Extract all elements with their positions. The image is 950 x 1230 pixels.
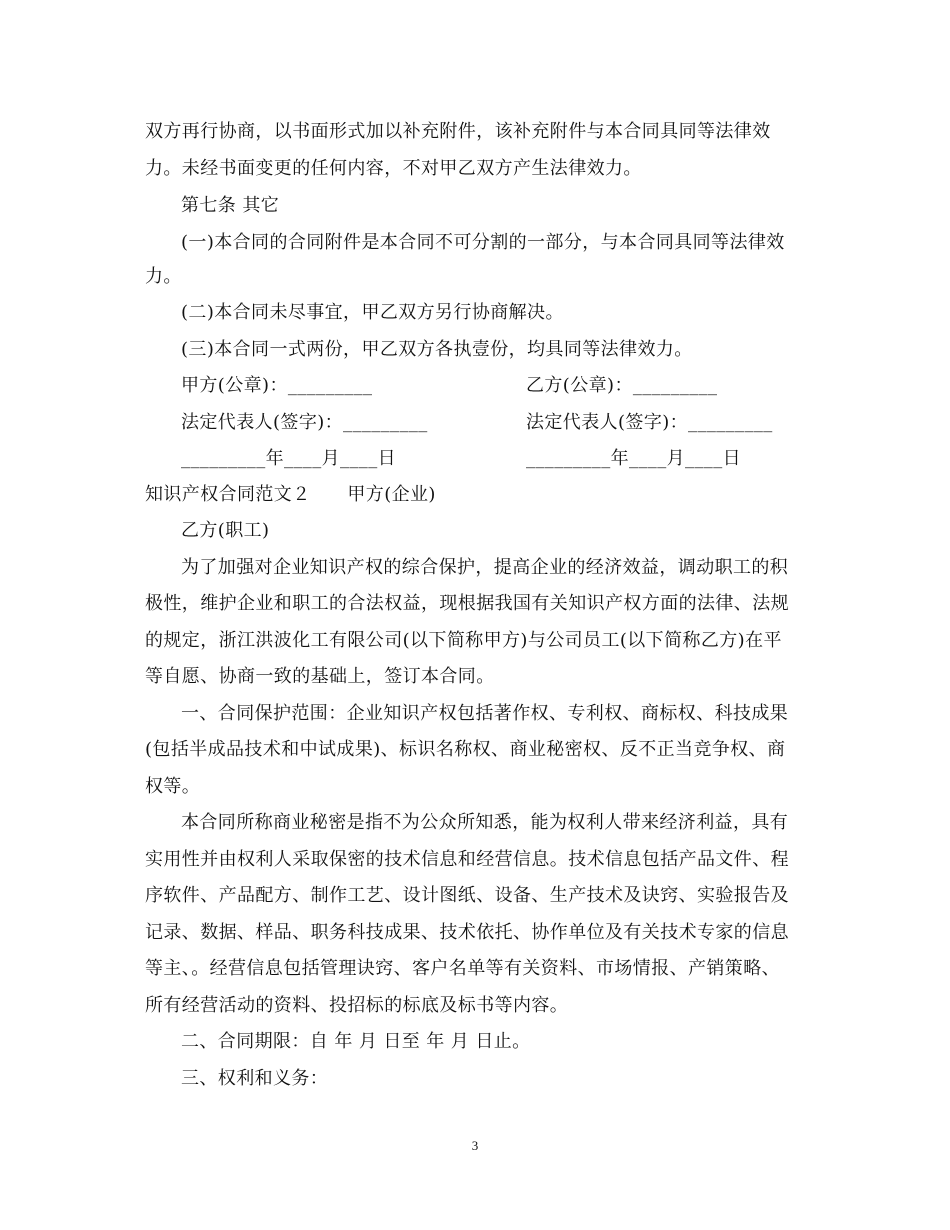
paragraph-line: 序软件、产品配方、制作工艺、设计图纸、设备、生产技术及诀窍、实验报告及 [145,885,789,906]
paragraph-line: 权等。 [145,776,201,797]
party-b-representative: 法定代表人(签字)：_________ [526,412,773,433]
party-a-date: _________年____月____日 [181,448,396,469]
paragraph-line: 极性，维护企业和职工的合法权益，现根据我国有关知识产权方面的法律、法规 [145,593,789,614]
party-b-seal: 乙方(公章)：_________ [526,375,718,396]
paragraph-line: 三、权利和义务： [181,1068,329,1089]
party-b-date: _________年____月____日 [526,448,741,469]
paragraph-line: 所有经营活动的资料、投招标的标底及标书等内容。 [145,995,569,1016]
paragraph-line: 二、合同期限：自 年 月 日至 年 月 日止。 [181,1031,531,1052]
paragraph-line: 本合同所称商业秘密是指不为公众所知悉，能为权利人带来经济利益，具有 [181,812,789,833]
paragraph-line: 的规定，浙江洪波化工有限公司(以下简称甲方)与公司员工(以下简称乙方)在平 [145,630,782,651]
paragraph-line: 等自愿、协商一致的基础上，签订本合同。 [145,666,495,687]
paragraph-line: 等主、。经营信息包括管理诀窍、客户名单等有关资料、市场情报、产销策略、 [145,958,780,979]
paragraph-line: (三)本合同一式两份，甲乙双方各执壹份，均具同等法律效力。 [181,339,693,360]
paragraph-line: 力。未经书面变更的任何内容，不对甲乙双方产生法律效力。 [145,158,642,179]
page-number: 3 [471,1138,479,1153]
party-a-seal: 甲方(公章)：_________ [181,375,373,396]
paragraph-line: (包括半成品技术和中试成果)、标识名称权、商业秘密权、反不正当竞争权、商 [145,739,786,760]
paragraph-line: 力。 [145,266,182,287]
section-title: 知识产权合同范文２ 甲方(企业) [145,484,436,505]
party-b-label: 乙方(职工) [181,520,270,541]
article-heading: 第七条 其它 [181,195,280,216]
paragraph-line: (一)本合同的合同附件是本合同不可分割的一部分，与本合同具同等法律效 [181,232,785,253]
paragraph-line: 记录、数据、样品、职务科技成果、技术依托、协作单位及有关技术专家的信息 [145,922,789,943]
party-a-representative: 法定代表人(签字)：_________ [181,412,428,433]
paragraph-line: 为了加强对企业知识产权的综合保护，提高企业的经济效益，调动职工的积 [181,557,789,578]
paragraph-line: (二)本合同未尽事宜，甲乙双方另行协商解决。 [181,302,564,323]
paragraph-line: 双方再行协商，以书面形式加以补充附件，该补充附件与本合同具同等法律效 [145,121,771,142]
paragraph-line: 一、合同保护范围：企业知识产权包括著作权、专利权、商标权、科技成果 [181,703,789,724]
paragraph-line: 实用性并由权利人采取保密的技术信息和经营信息。技术信息包括产品文件、程 [145,849,789,870]
